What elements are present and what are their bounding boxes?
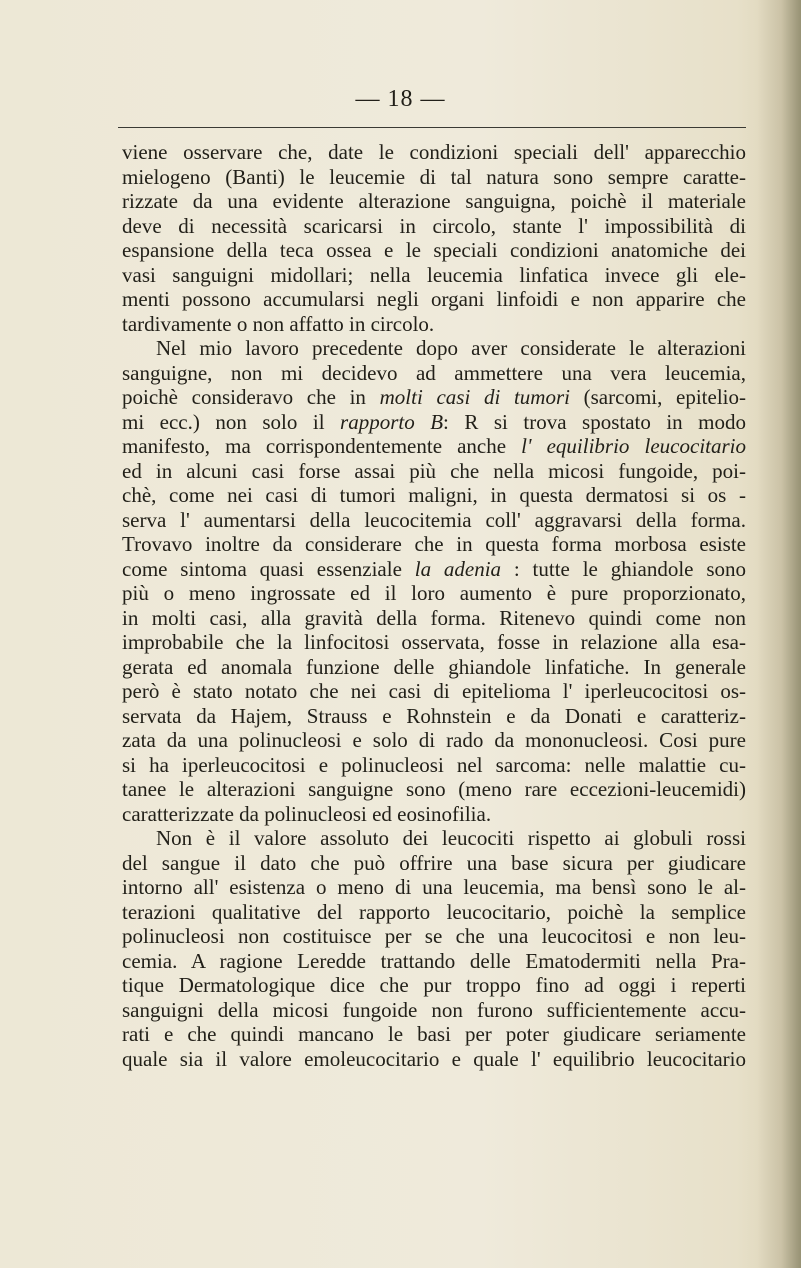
text-line: mielogeno (Banti) le leucemie di tal natura sono sempre caratte- — [122, 164, 746, 189]
italic-segment: la adenia — [414, 556, 502, 581]
header-rule — [118, 127, 746, 128]
text-line: viene osservare che, date le condizioni speciali dell' apparecchio — [122, 140, 746, 164]
text-line: però è stato notato che nei casi di epitelioma l' iperleucocitosi os- — [122, 679, 746, 703]
text-line: si ha iperleucocitosi e polinucleosi nel sarcoma: nelle malattie cu- — [122, 752, 746, 777]
text-line: serva l' aumentarsi della leucocitemia coll' aggravarsi della forma. — [122, 507, 746, 532]
italic-segment: l' equilibrio leucocitario — [521, 434, 746, 458]
text-segment: come sintoma quasi essenziale — [122, 556, 415, 581]
text-line: gerata ed anomala funzione delle ghiandole linfatiche. In generale — [122, 654, 746, 679]
text-line — [122, 434, 746, 459]
text-line: in molti casi, alla gravità della forma. Ritenevo quindi come non — [122, 605, 746, 630]
text-line: chè, come nei casi di tumori maligni, in questa dermatosi si os - — [122, 483, 746, 507]
text-line: menti possono accumularsi negli organi linfoidi e non apparire che — [122, 287, 746, 311]
text-line: ed in alcuni casi forse assai più che nella micosi fungoide, poi- — [122, 458, 746, 483]
text-line: rizzate da una evidente alterazione sanguigna, poichè il materiale — [122, 189, 746, 213]
italic-segment: molti casi di tumori — [379, 385, 570, 409]
page-edge-shadow — [757, 0, 801, 1268]
text-line: zata da una polinucleosi e solo di rado da mononucleosi. Cosi pure — [122, 728, 746, 752]
text-line: Non è il valore assoluto dei leucociti rispetto ai globuli rossi — [156, 826, 746, 850]
text-line: servata da Hajem, Strauss e Rohnstein e da Donati e caratteriz- — [122, 703, 746, 728]
text-line: improbabile che la linfocitosi osservata, fosse in relazione alla esa- — [122, 630, 746, 654]
text-line — [122, 410, 746, 435]
text-line: più o meno ingrossate ed il loro aumento è pure proporzionato, — [122, 581, 746, 605]
text-line: sanguigne, non mi decidevo ad ammettere una vera leucemia, — [122, 360, 746, 385]
text-line: rati e che quindi mancano le basi per poter giudicare seriamente — [122, 1022, 746, 1046]
body-text — [122, 140, 746, 1071]
text-segment: manifesto, ma corrispondentemente anche — [122, 434, 522, 458]
text-line: tardivamente o non affatto in circolo. — [122, 311, 435, 336]
text-line: caratterizzate da polinucleosi ed eosinofilia. — [122, 801, 492, 826]
text-line: sanguigni della micosi fungoide non furono sufficientemente accu- — [122, 997, 746, 1022]
text-line: tanee le alterazioni sanguigne sono (meno rare eccezioni-leucemidi) — [122, 777, 746, 801]
text-segment: (sarcomi, epitelio- — [569, 385, 747, 409]
text-line: quale sia il valore emoleucocitario e quale l' equilibrio leucocitario — [122, 1046, 746, 1071]
text-segment: mi ecc.) non solo il — [122, 409, 341, 434]
text-segment: : tutte le ghiandole sono — [501, 556, 746, 581]
text-line: Trovavo inoltre da considerare che in questa forma morbosa esiste — [122, 532, 746, 556]
text-line: deve di necessità scaricarsi in circolo, stante l' impossibilità di — [122, 213, 746, 238]
italic-segment: rapporto B — [340, 409, 444, 434]
text-line: del sangue il dato che può offrire una base sicura per giudicare — [122, 850, 746, 875]
text-line: tique Dermatologique dice che pur troppo fino ad oggi i reperti — [122, 973, 746, 997]
text-line — [122, 385, 746, 410]
text-line: terazioni qualitative del rapporto leucocitario, poichè la semplice — [122, 899, 746, 924]
text-line: intorno all' esistenza o meno di una leucemia, ma bensì sono le al- — [122, 875, 746, 899]
page-number: — 18 — — [355, 86, 446, 112]
text-line — [122, 557, 746, 582]
text-segment: poichè consideravo che in — [122, 385, 380, 409]
text-line: cemia. A ragione Leredde trattando delle Ematodermiti nella Pra- — [122, 948, 746, 973]
text-segment: : R si trova spostato in modo — [443, 409, 747, 434]
text-line: vasi sanguigni midollari; nella leucemia linfatica invece gli ele- — [122, 262, 746, 287]
text-line: espansione della teca ossea e le speciali condizioni anatomiche dei — [122, 238, 746, 262]
text-line: Nel mio lavoro precedente dopo aver considerate le alterazioni — [156, 336, 746, 360]
text-line: polinucleosi non costituisce per se che una leucocitosi e non leu- — [122, 924, 746, 948]
